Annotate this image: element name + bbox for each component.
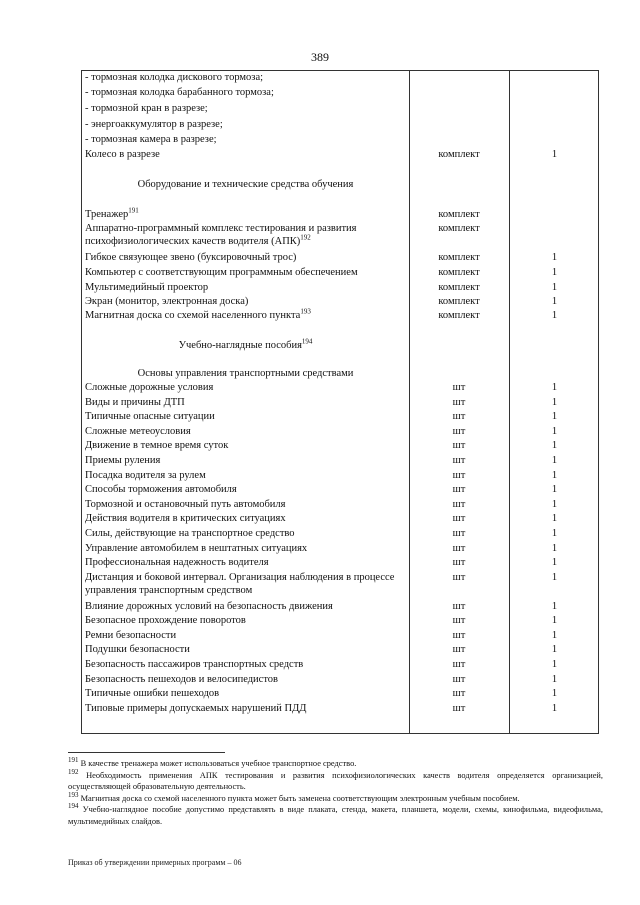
section-heading: Оборудование и технические средства обучения xyxy=(137,179,354,190)
item-name: - энергоаккумулятор в разрезе; xyxy=(85,119,223,130)
footnote-text: В качестве тренажера может использоваться учебное транспортное средство. xyxy=(80,759,357,768)
unit-cell: шт xyxy=(452,528,466,539)
quantity-cell: 1 xyxy=(551,296,558,307)
quantity-cell: 1 xyxy=(551,572,558,583)
unit-cell: комплект xyxy=(438,267,480,278)
unit-cell: шт xyxy=(452,440,466,451)
item-name: Экран (монитор, электронная доска) xyxy=(85,296,249,307)
quantity-cell: 1 xyxy=(551,470,558,481)
item-name: Влияние дорожных условий на безопасность движения xyxy=(85,601,333,612)
quantity-cell: 1 xyxy=(551,455,558,466)
item-name: Магнитная доска со схемой населенного пункта$^{193}$ xyxy=(85,307,311,321)
footnote-number: 193 xyxy=(68,790,79,799)
quantity-cell: 1 xyxy=(551,674,558,685)
quantity-cell: 1 xyxy=(551,267,558,278)
footnote-ref: 191 xyxy=(128,206,139,215)
unit-cell: шт xyxy=(452,513,466,524)
item-name: - тормозной кран в разрезе; xyxy=(85,103,208,114)
footnote xyxy=(68,804,603,827)
unit-cell: шт xyxy=(452,601,466,612)
footnote-text: Магнитная доска со схемой населенного пункта может быть заменена соответствующим электронным учебным пособием. xyxy=(80,793,520,803)
footnote xyxy=(68,790,603,805)
unit-cell: шт xyxy=(452,644,466,655)
unit-cell: шт xyxy=(452,411,466,422)
item-name: - тормозная камера в разрезе; xyxy=(85,134,217,145)
unit-cell: шт xyxy=(452,397,466,408)
item-name: Безопасное прохождение поворотов xyxy=(85,615,246,626)
unit-cell: комплект xyxy=(438,149,480,160)
quantity-cell: 1 xyxy=(551,252,558,263)
unit-cell: комплект xyxy=(438,310,480,321)
item-name: Подушки безопасности xyxy=(85,644,190,655)
quantity-cell: 1 xyxy=(551,282,558,293)
footnote-number: 194 xyxy=(68,802,79,811)
quantity-cell: 1 xyxy=(551,426,558,437)
unit-cell: шт xyxy=(452,426,466,437)
item-name: Аппаратно-программный комплекс тестирования и развития психофизиологических качеств водителя (АПК)$^{192}$ xyxy=(85,223,357,247)
item-name: - тормозная колодка барабанного тормоза; xyxy=(85,87,274,98)
footnote-ref: 194 xyxy=(301,337,313,346)
item-name: - тормозная колодка дискового тормоза; xyxy=(85,72,264,83)
quantity-cell: 1 xyxy=(551,382,558,393)
item-name: Действия водителя в критических ситуациях xyxy=(85,513,286,524)
item-name: Профессиональная надежность водителя xyxy=(85,557,269,568)
unit-cell: шт xyxy=(452,703,466,714)
item-name: Сложные метеоусловия xyxy=(85,426,191,437)
item-name: Гибкое связующее звено (буксировочный трос) xyxy=(85,252,297,263)
unit-cell: шт xyxy=(452,572,466,583)
unit-cell: комплект xyxy=(438,223,480,234)
item-name: Типовые примеры допускаемых нарушений ПДД xyxy=(85,703,307,714)
footnote-number: 192 xyxy=(68,767,79,776)
quantity-cell: 1 xyxy=(551,513,558,524)
unit-cell: комплект xyxy=(438,209,480,220)
quantity-cell: 1 xyxy=(551,543,558,554)
unit-cell: шт xyxy=(452,382,466,393)
unit-cell: шт xyxy=(452,688,466,699)
footnote xyxy=(68,758,603,770)
footnote-text: Учебно-наглядное пособие допустимо представлять в виде плаката, стенда, макета, планшета, модели, схемы, кинофильма, видеофильма, мультимедийных слайдов. xyxy=(68,805,603,826)
unit-cell: шт xyxy=(452,659,466,670)
section-heading: Учебно-наглядные пособия$^{194}$ xyxy=(178,337,313,351)
quantity-cell: 1 xyxy=(551,149,558,160)
item-name: Безопасность пассажиров транспортных средств xyxy=(85,659,304,670)
unit-cell: шт xyxy=(452,543,466,554)
unit-cell: шт xyxy=(452,557,466,568)
item-name: Компьютер с соответствующим программным обеспечением xyxy=(85,267,358,278)
page-number: 389 xyxy=(311,50,329,64)
item-name: Безопасность пешеходов и велосипедистов xyxy=(85,674,278,685)
quantity-cell: 1 xyxy=(551,659,558,670)
quantity-cell: 1 xyxy=(551,397,558,408)
unit-cell: комплект xyxy=(438,296,480,307)
unit-cell: комплект xyxy=(438,252,480,263)
item-name: Сложные дорожные условия xyxy=(85,382,214,393)
quantity-cell: 1 xyxy=(551,310,558,321)
footnote-number: 191 xyxy=(68,756,79,765)
item-name: Приемы руления xyxy=(85,455,161,466)
item-name: Управление автомобилем в нештатных ситуациях xyxy=(85,543,308,554)
quantity-cell: 1 xyxy=(551,557,558,568)
equipment-table xyxy=(81,70,599,734)
item-name: Ремни безопасности xyxy=(85,630,177,641)
unit-cell: шт xyxy=(452,630,466,641)
item-name: Мультимедийный проектор xyxy=(85,282,209,293)
item-name: Типичные ошибки пешеходов xyxy=(85,688,220,699)
quantity-cell: 1 xyxy=(551,499,558,510)
item-name: Дистанция и боковой интервал. Организация наблюдения в процессе управления транспортным средством xyxy=(85,572,395,596)
quantity-cell: 1 xyxy=(551,601,558,612)
footnote-separator xyxy=(68,752,225,753)
footnote-text: Необходимость применения АПК тестирования и развития психофизиологических качеств водителя определяется организацией, осуществляющей образовательную деятельность. xyxy=(68,770,603,792)
item-name: Силы, действующие на транспортное средство xyxy=(85,528,295,539)
footnote-ref: 192 xyxy=(300,233,311,242)
section-heading: Основы управления транспортными средствами xyxy=(137,368,354,379)
unit-cell: шт xyxy=(452,615,466,626)
quantity-cell: 1 xyxy=(551,440,558,451)
quantity-cell: 1 xyxy=(551,411,558,422)
item-name: Способы торможения автомобиля xyxy=(85,484,237,495)
unit-cell: шт xyxy=(452,674,466,685)
quantity-cell: 1 xyxy=(551,644,558,655)
footnote-ref: 193 xyxy=(300,307,311,316)
page-footer: Приказ об утверждении примерных программ – 06 xyxy=(68,858,242,867)
quantity-cell: 1 xyxy=(551,630,558,641)
item-name: Тренажер$^{191}$ xyxy=(85,206,139,220)
footnotes xyxy=(68,758,603,828)
item-name: Движение в темное время суток xyxy=(85,440,229,451)
quantity-cell: 1 xyxy=(551,703,558,714)
item-name: Посадка водителя за рулем xyxy=(85,470,206,481)
item-name: Типичные опасные ситуации xyxy=(85,411,215,422)
quantity-cell: 1 xyxy=(551,688,558,699)
unit-cell: шт xyxy=(452,484,466,495)
unit-cell: шт xyxy=(452,499,466,510)
quantity-cell: 1 xyxy=(551,528,558,539)
unit-cell: шт xyxy=(452,455,466,466)
unit-cell: комплект xyxy=(438,282,480,293)
footnote xyxy=(68,767,603,793)
quantity-cell: 1 xyxy=(551,484,558,495)
quantity-cell: 1 xyxy=(551,615,558,626)
unit-cell: шт xyxy=(452,470,466,481)
item-name: Тормозной и остановочный путь автомобиля xyxy=(85,499,286,510)
item-name: Колесо в разрезе xyxy=(85,149,160,160)
item-name: Виды и причины ДТП xyxy=(85,397,185,408)
